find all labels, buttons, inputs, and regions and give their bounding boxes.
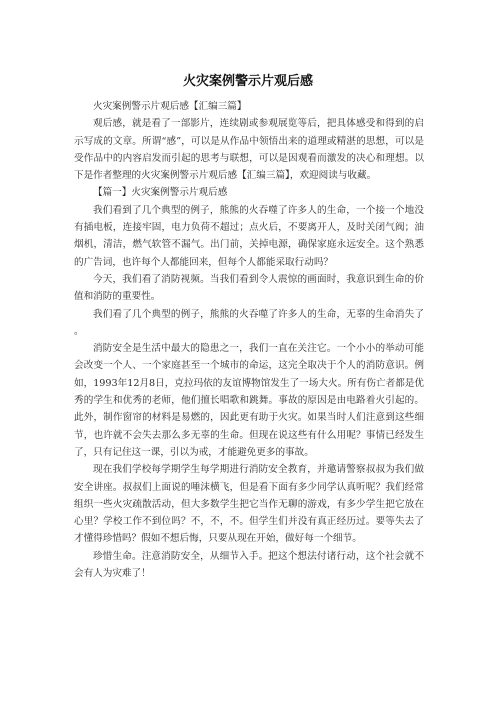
- section-heading: 【篇一】火灾案例警示片观后感: [93, 187, 228, 199]
- body-paragraph: 现在我们学校每学期学生每学期进行消防安全教育，并邀请警察叔叔为我们做安全讲座。叔叔们上面说的唾沫横飞，但是看下面有多少同学认真听呢？我们经常组织一些火灾疏散活动，但大多数学生把它当作无聊的游戏，有多少学生把它放在心里？学校工作不到位吗？不，不，不。但学生们并没有真正经历过。要等失去了才懂得珍惜吗？假如不想后悔，只要从现在开始，做好每一个细节。: [74, 464, 424, 545]
- body-paragraph: 我们看了几个典型的例子，熊熊的火吞噬了许多人的生命，无辜的生命消失了。: [74, 308, 424, 337]
- document-body: [74, 98, 424, 582]
- collection-heading: 火灾案例警示片观后感【汇编三篇】: [93, 101, 247, 112]
- body-paragraph: 消防安全是生活中最大的隐患之一，我们一直在关注它。一个小小的举动可能会改变一个人、一个家庭甚至一个城市的命运，这完全取决于个人的消防意识。例如，1993年12月8日，克拉玛依的友谊博物馆发生了一场大火。所有伤亡者都是优秀的学生和优秀的老师，他们擅长唱歌和跳舞。事故的原因是由电路着火引起的。此外，制作窗帘的材料是易燃的，因此更有助于火灾。如果当时人们注意到这些细节，也许就不会失去那么多无辜的生命。但现在说这些有什么用呢？事情已经发生了，只有记住这一课，引以为戒，才能避免更多的事故。: [74, 343, 424, 458]
- body-paragraph: 我们看到了几个典型的例子，熊熊的火吞噬了许多人的生命，一个接一个地没有插电板，连接牢固，电力负荷不超过；点火后，不要离开人，及时关闭气阀；油烟机，清洁，燃气软管不漏气。出门前，关掉电源，确保家庭永远安全。这个熟悉的广告词，也许每个人都能回来，但每个人都能采取行动吗？: [74, 204, 424, 268]
- document-title: 火灾案例警示片观后感: [182, 74, 313, 89]
- body-paragraph: 珍惜生命。注意消防安全，从细节入手。把这个想法付诸行动，这个社会就不会有人为灾难了！: [74, 550, 424, 580]
- body-paragraph: 今天，我们看了消防视频。当我们看到令人震惊的画面时，我意识到生命的价值和消防的重要性。: [74, 273, 424, 303]
- intro-paragraph: 观后感，就是看了一部影片，连续剧或参观展览等后，把具体感受和得到的启示写成的文章。所谓“感”，可以是从作品中领悟出来的道理或精湛的思想，可以是受作品中的内容启发而引起的思考与联想，可以是因观看而激发的决心和理想。以下是作者整理的火灾案例警示片观后感【汇编三篇】，欢迎阅读与收藏。: [74, 118, 424, 182]
